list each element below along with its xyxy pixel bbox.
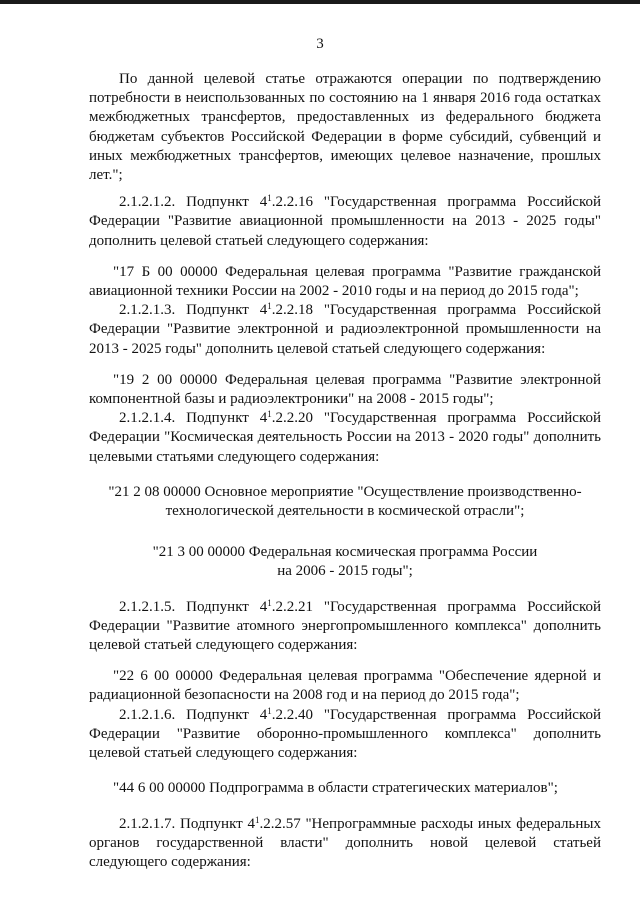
subitem-prefix: 2.1.2.1.6. Подпункт 4: [119, 706, 268, 723]
quote-program-226: "22 6 00 00000 Федеральная целевая программа "Обеспечение ядерной и радиационной безопасности на 2008 год и на период до 2015 года";: [89, 668, 601, 704]
subitem-text: .2.2.21 "Государственная программа Российской Федерации "Развитие атомного энергопромышленного комплекса" дополнить целевой статьей следующего содержания:: [89, 598, 601, 654]
subitem-prefix: 2.1.2.1.4. Подпункт 4: [119, 410, 268, 427]
quote-activity-21208: "21 2 08 00000 Основное мероприятие "Осуществление производственно-технологической деятельности в космической отрасли";: [108, 483, 582, 520]
document-body: [89, 70, 601, 872]
subitem-prefix: 2.1.2.1.5. Подпункт 4: [119, 598, 268, 615]
subitem-text: .2.2.16 "Государственная программа Российской Федерации "Развитие авиационной промышленности на 2013 - 2025 годы" дополнить целевой статьей следующего содержания:: [89, 194, 601, 249]
quote-line-2: на 2006 - 2015 годы";: [277, 563, 413, 580]
subitem-text: .2.2.18 "Государственная программа Российской Федерации "Развитие электронной и радиоэлектронной промышленности на 2013 - 2025 годы" дополнить целевой статьей следующего содержания:: [89, 302, 601, 357]
superscript: 1: [267, 597, 272, 608]
paragraph-subitem-2-1-2-1-5: [89, 598, 601, 656]
subitem-text: .2.2.20 "Государственная программа Российской Федерации "Космическая деятельность России на 2013 - 2020 годы" дополнить целевыми статьями следующего содержания:: [89, 410, 601, 465]
top-border-line: [0, 0, 640, 4]
subitem-text: .2.2.40 "Государственная программа Российской Федерации "Развитие оборонно-промышленного комплекса" дополнить целевой статьей следующего содержания:: [89, 706, 601, 762]
subitem-prefix: 2.1.2.1.3. Подпункт 4: [119, 302, 268, 319]
page-number: 3: [316, 36, 324, 52]
paragraph-subitem-2-1-2-1-2: [89, 193, 601, 251]
superscript: 1: [267, 193, 272, 204]
paragraph-subitem-2-1-2-1-7: [89, 815, 601, 873]
paragraph-subitem-2-1-2-1-4: [89, 409, 601, 467]
quote-subprogram-446: "44 6 00 00000 Подпрограмма в области стратегических материалов";: [113, 780, 558, 797]
superscript: 1: [267, 301, 272, 312]
paragraph-subitem-2-1-2-1-6: [89, 706, 601, 764]
quote-program-213: [89, 543, 601, 581]
subitem-prefix: 2.1.2.1.2. Подпункт 4: [119, 194, 268, 211]
paragraph-subitem-2-1-2-1-3: [89, 301, 601, 359]
paragraph-target-article-description: По данной целевой статье отражаются операции по подтверждению потребности в неиспользованных по состоянию на 1 января 2016 года остатках межбюджетных трансфертов, предоставленных из федерального бюджета бюджетам субъектов Российской Федерации в форме субсидий, субвенций и иных межбюджетных трансфертов, имеющих целевое назначение, прошлых лет.";: [89, 71, 601, 184]
subitem-text: .2.2.57 "Непрограммные расходы иных федеральных органов государственной власти" дополнить новой целевой статьей следующего содержания:: [89, 815, 601, 870]
superscript: 1: [267, 705, 272, 716]
superscript: 1: [254, 814, 260, 825]
subitem-prefix: 2.1.2.1.7. Подпункт 4: [119, 815, 255, 832]
superscript: 1: [267, 409, 272, 420]
quote-program-192: "19 2 00 00000 Федеральная целевая программа "Развитие электронной компонентной базы и радиоэлектроники" на 2008 - 2015 годы";: [89, 371, 601, 408]
quote-program-17b: "17 Б 00 00000 Федеральная целевая программа "Развитие гражданской авиационной техники России на 2002 - 2010 годы и на период до 2015 года";: [89, 263, 601, 300]
quote-line-1: "21 3 00 00000 Федеральная космическая программа России: [152, 544, 538, 561]
